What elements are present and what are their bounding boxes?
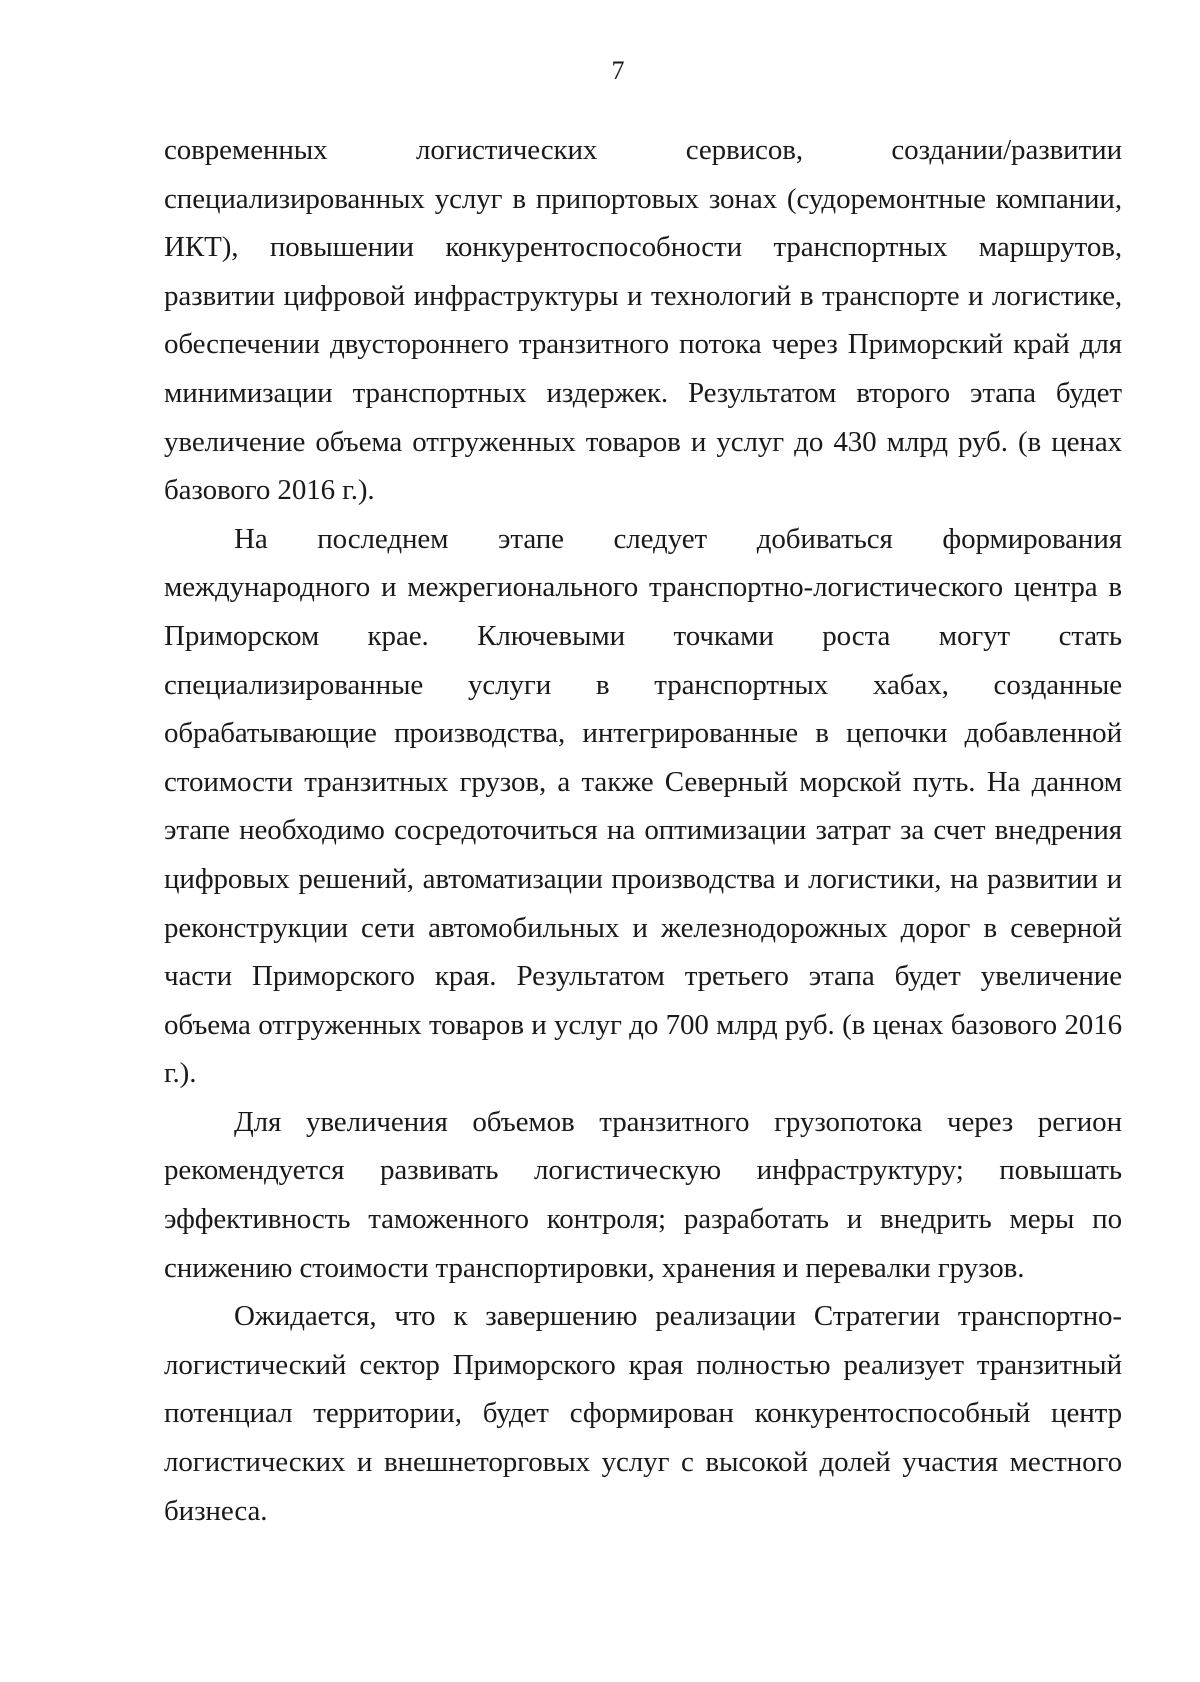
paragraph-transit-recommendations: Для увеличения объемов транзитного грузопотока через регион рекомендуется развивать логистическую инфраструктуру; повышать эффективность таможенного контроля; разработать и внедрить меры по снижению стоимости транспортировки, хранения и перевалки грузов. <box>164 1105 1122 1284</box>
document-body <box>164 126 1122 1535</box>
page-number: 7 <box>611 56 625 85</box>
paragraph-final-stage: На последнем этапе следует добиваться формирования международного и межрегионального транспортно-логистического центра в Приморском крае. Ключевыми точками роста могут стать специализированные услуги в транспортных хабах, созданные обрабатывающие производства, интегрированные в цепочки добавленной стоимости транзитных грузов, а также Северный морской путь. На данном этапе необходимо сосредоточиться на оптимизации затрат за счет внедрения цифровых решений, автоматизации производства и логистики, на развитии и реконструкции сети автомобильных и железнодорожных дорог в северной части Приморского края. Результатом третьего этапа будет увеличение объема отгруженных товаров и услуг до 700 млрд руб. (в ценах базового 2016 г.). <box>164 522 1122 1090</box>
paragraph-continuation: современных логистических сервисов, создании/развитии специализированных услуг в припортовых зонах (судоремонтные компании, ИКТ), повышении конкурентоспособности транспортных маршрутов, развитии цифровой инфраструктуры и технологий в транспорте и логистике, обеспечении двустороннего транзитного потока через Приморский край для минимизации транспортных издержек. Результатом второго этапа будет увеличение объема отгруженных товаров и услуг до 430 млрд руб. (в ценах базового 2016 г.). <box>164 134 1122 507</box>
paragraph-expected-outcome: Ожидается, что к завершению реализации Стратегии транспортно-логистический сектор Приморского края полностью реализует транзитный потенциал территории, будет сформирован конкурентоспособный центр логистических и внешнеторговых услуг с высокой долей участия местного бизнеса. <box>164 1300 1122 1527</box>
